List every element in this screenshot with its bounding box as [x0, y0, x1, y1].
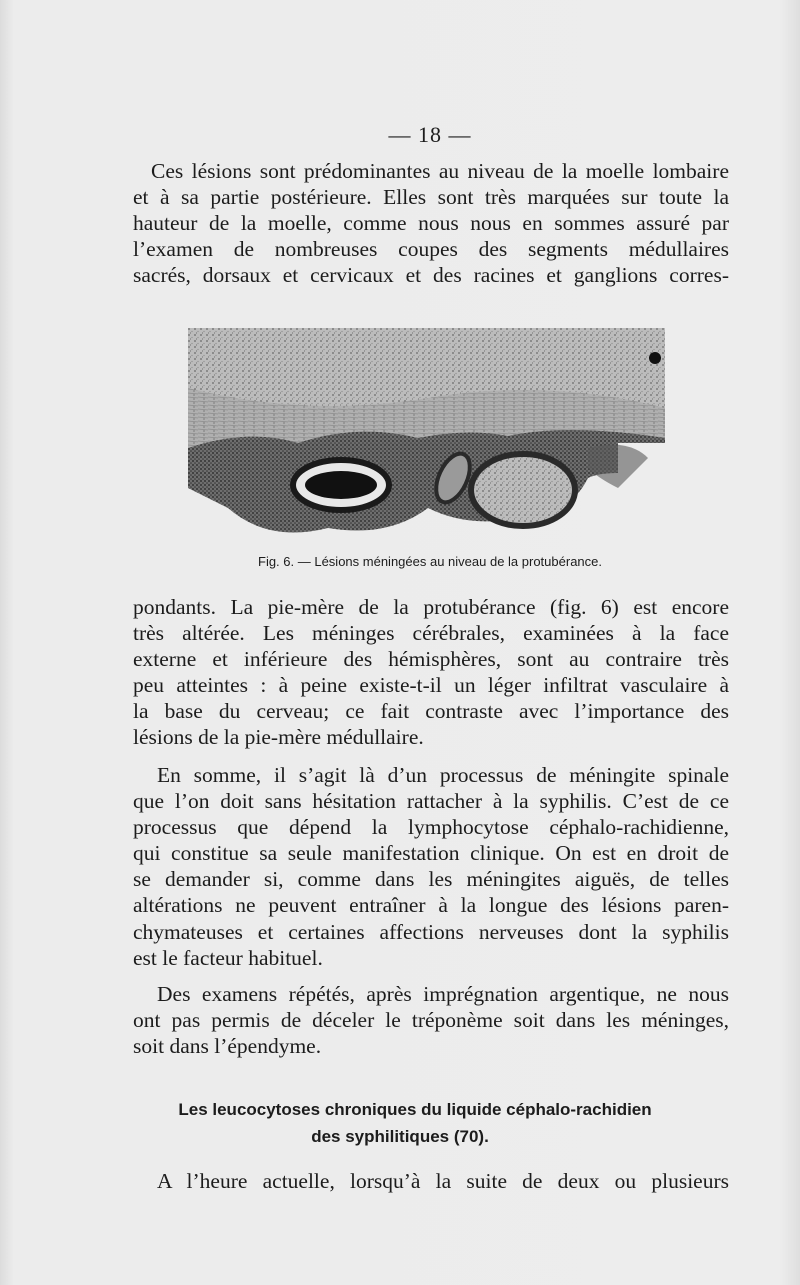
paragraph-2 [133, 594, 729, 751]
dark-spot [649, 352, 661, 364]
meningeal-infiltrate [188, 430, 665, 533]
paragraph-1 [133, 158, 729, 288]
text-line: peu atteintes : à peine existe-t-il un léger infiltrat vasculaire à [133, 673, 729, 698]
paragraph-4 [133, 981, 729, 1059]
text-line: altérations ne peuvent entraîner à la longue des lésions paren- [133, 893, 729, 918]
text-line: lésions de la pie-mère médullaire. [133, 725, 424, 750]
text-line: est le facteur habituel. [133, 945, 323, 970]
text-line: En somme, il s’agit là d’un processus de méningite spinale [157, 763, 729, 787]
text-line: sacrés, dorsaux et cervicaux et des racines et ganglions corres- [133, 263, 729, 288]
section-title-line-2: des syphilitiques (70). [311, 1127, 489, 1146]
nerve-root [471, 454, 575, 526]
text-line: processus que dépend la lymphocytose céphalo-rachidienne, [133, 815, 729, 840]
text-line: se demander si, comme dans les méningites aiguës, de telles [133, 867, 729, 892]
text-line: pondants. La pie-mère de la protubérance (fig. 6) est encore [133, 595, 729, 619]
text-line: la base du cerveau; ce fait contraste avec l’importance des [133, 699, 729, 724]
figure-caption: Fig. 6. — Lésions méningées au niveau de la protubérance. [258, 554, 602, 569]
page-number: — 18 — [388, 122, 472, 147]
paragraph-3 [133, 762, 729, 971]
paragraph-5 [133, 1168, 729, 1194]
text-line: qui constitue sa seule manifestation clinique. On est en droit de [133, 841, 729, 866]
text-line: chymateuses et certaines affections nerveuses dont la syphilis [133, 919, 729, 944]
vessel-lumen [305, 471, 377, 499]
text-line: que l’on doit sans hésitation rattacher à la syphilis. C’est de ce [133, 789, 729, 814]
text-line: l’examen de nombreuses coupes des segments médullaires [133, 237, 729, 262]
text-line: Des examens répétés, après imprégnation argentique, ne nous [157, 982, 729, 1006]
text-line: et à sa partie postérieure. Elles sont très marquées sur toute la [133, 185, 729, 210]
text-line: hauteur de la moelle, comme nous nous en sommes assuré par [133, 211, 729, 236]
text-line: très altérée. Les méninges cérébrales, examinées à la face [133, 621, 729, 646]
section-title: Les leucocytoses chroniques du liquide céphalo-rachidien [178, 1100, 652, 1119]
text-line: ont pas permis de déceler le tréponème soit dans les méninges, [133, 1008, 729, 1033]
text-line: A l’heure actuelle, lorsqu’à la suite de deux ou plusieurs [157, 1169, 729, 1193]
text-line: soit dans l’épendyme. [133, 1034, 322, 1059]
text-line: externe et inférieure des hémisphères, sont au contraire très [133, 647, 729, 672]
histology-figure [188, 328, 665, 543]
text-line: Ces lésions sont prédominantes au niveau de la moelle lombaire [151, 159, 729, 183]
